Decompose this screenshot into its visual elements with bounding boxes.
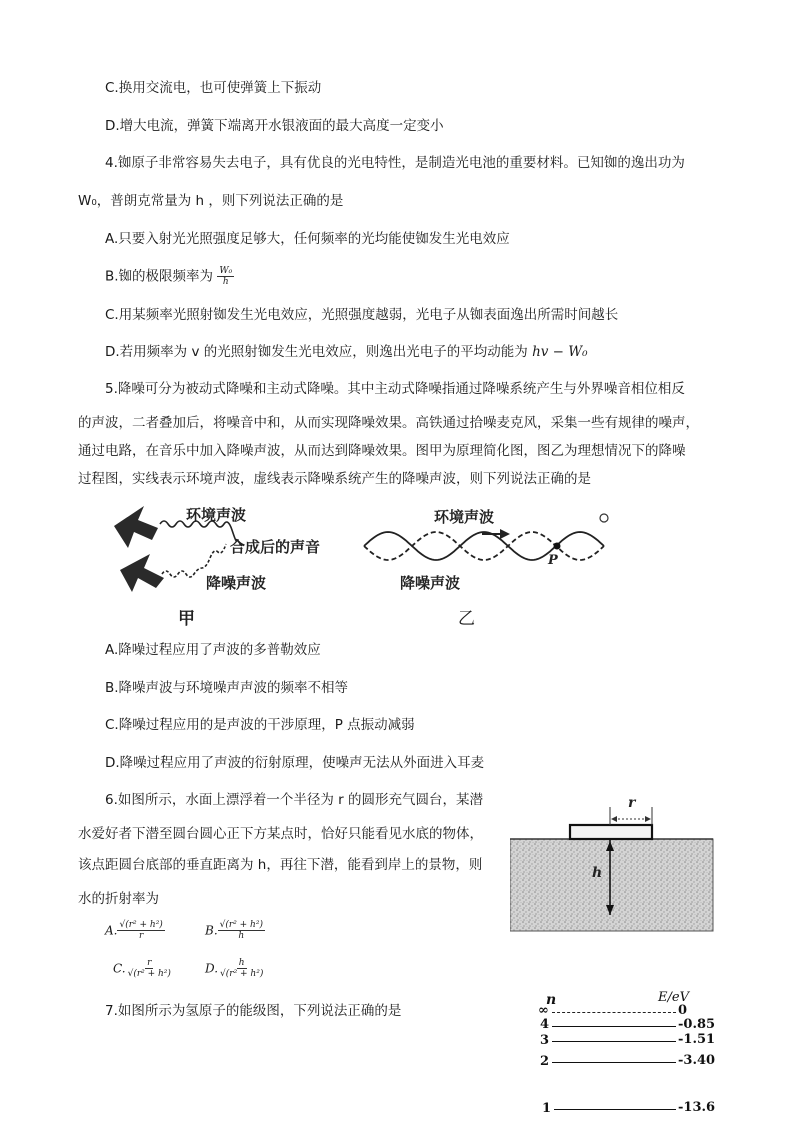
level-3-e: -1.51 <box>678 1032 716 1047</box>
r-arrow-right-icon <box>645 816 651 822</box>
q5-stem-line3: 通过电路，在音乐中加入降噪声波，从而达到降噪效果。图甲为原理简化图，图乙为理想情况下的降噪 <box>78 443 686 459</box>
q6-h-label: h <box>592 865 603 881</box>
level-inf-n: ∞ <box>538 1003 549 1018</box>
q4-option-b-fraction: $\frac{\text{W₀}}{h}$ <box>219 266 233 287</box>
level-1-e: -13.6 <box>678 1100 716 1115</box>
q6-stem-line2: 水爱好者下潜至圆台圆心正下方某点时，恰好只能看见水底的物体， <box>78 826 483 842</box>
q5-option-c: C.降噪过程应用的是声波的干涉原理，P 点振动减弱 <box>105 717 415 733</box>
level-1-n: 1 <box>542 1101 552 1116</box>
q4-stem-line2: W₀，普朗克常量为 h ，则下列说法正确的是 <box>78 193 344 209</box>
q7-stem: 7.如图所示为氢原子的能级图，下列说法正确的是 <box>105 1003 402 1019</box>
q4-option-d-expression: hv − W₀ <box>532 344 588 360</box>
q4-stem-line1: 4.铷原子非常容易失去电子，具有优良的光电特性，是制造光电池的重要材料。已知铷的逸出功为 <box>105 155 685 171</box>
q6-option-b: B. $\frac{\text{√(r² + h²)}}{h}$ <box>205 920 263 941</box>
q5-stem-line1: 5.降噪可分为被动式降噪和主动式降噪。其中主动式降噪指通过降噪系统产生与外界噪音相位相反 <box>105 381 685 397</box>
yi-env-wave-label: 环境声波 <box>434 508 495 526</box>
q4-option-b <box>105 266 234 287</box>
q6-stem-line1: 6.如图所示，水面上漂浮着一个半径为 r 的圆形充气圆台，某潜 <box>105 792 484 808</box>
r-arrow-left-icon <box>611 816 617 822</box>
propagation-arrow-icon <box>500 529 510 539</box>
n-header: n <box>546 992 557 1008</box>
q5-option-b: B.降噪声波与环境噪声声波的频率不相等 <box>105 680 349 696</box>
q5-option-a: A.降噪过程应用了声波的多普勒效应 <box>105 642 321 658</box>
level-1-line <box>554 1109 676 1110</box>
jia-caption: 甲 <box>178 609 195 629</box>
level-2-e: -3.40 <box>678 1053 716 1068</box>
speaker-arrow-top-icon <box>114 506 158 548</box>
level-inf-e: 0 <box>678 1003 688 1018</box>
water-body <box>510 839 713 931</box>
figure-yi <box>360 500 620 630</box>
jia-anti-noise-label: 降噪声波 <box>206 574 267 592</box>
jia-env-wave-label: 环境声波 <box>186 506 247 524</box>
q6-option-a: A. $\frac{\text{√(r² + h²)}}{r}$ <box>105 920 163 941</box>
yi-anti-noise-label: 降噪声波 <box>400 574 461 592</box>
level-2-n: 2 <box>540 1054 550 1069</box>
level-3-line <box>552 1041 676 1042</box>
speaker-arrow-bottom-icon <box>120 554 164 592</box>
yi-caption: 乙 <box>458 609 475 629</box>
q4-option-c: C.用某频率光照射铷发生光电效应，光照强度越弱，光电子从铷表面逸出所需时间越长 <box>105 307 619 323</box>
floating-platform <box>570 825 652 839</box>
energy-level-diagram <box>530 988 730 1118</box>
q5-stem-line4: 过程图，实线表示环境声波，虚线表示降噪系统产生的降噪声波，则下列说法正确的是 <box>78 471 591 487</box>
q4-option-b-text: B.铷的极限频率为 <box>105 268 214 285</box>
q6-option-c: C. $\frac{r}{\text{√(r² + h²)}}$ <box>113 958 171 979</box>
q4-option-d <box>105 343 588 361</box>
q4-option-a: A.只要入射光光照强度足够大，任何频率的光均能使铷发生光电效应 <box>105 231 510 247</box>
level-4-line <box>552 1026 676 1027</box>
level-2-line <box>552 1062 676 1063</box>
q6-stem-line3: 该点距圆台底部的垂直距离为 h，再往下潜，能看到岸上的景物，则 <box>78 857 483 873</box>
q5-option-d: D.降噪过程应用了声波的衍射原理，使噪声无法从外面进入耳麦 <box>105 755 485 771</box>
level-inf-line <box>552 1012 676 1013</box>
figure-jia <box>110 498 360 628</box>
q5-stem-line2: 的声波，二者叠加后，将噪音中和，从而实现降噪效果。高铁通过拾噪麦克风，采集一些有规律的噪声， <box>78 415 699 431</box>
level-4-e: -0.85 <box>678 1017 716 1032</box>
q6-stem-line4: 水的折射率为 <box>78 891 159 907</box>
figure-q6 <box>510 795 715 933</box>
level-3-n: 3 <box>540 1033 550 1048</box>
level-4-n: 4 <box>540 1017 550 1032</box>
point-p-marker <box>554 543 561 550</box>
q6-option-d: D. $\frac{h}{\text{√(r² + h²)}}$ <box>205 958 264 979</box>
e-header: E/eV <box>658 990 689 1005</box>
q6-r-label: r <box>628 795 636 811</box>
figure-q6-drawing <box>510 795 715 933</box>
small-circle-mark <box>600 514 608 522</box>
q4-option-d-text: D.若用频率为 v 的光照射铷发生光电效应，则逸出光电子的平均动能为 <box>105 344 528 360</box>
q3-option-d: D.增大电流，弹簧下端离开水银液面的最大高度一定变小 <box>105 118 444 134</box>
q3-option-c: C.换用交流电，也可使弹簧上下振动 <box>105 80 322 96</box>
jia-combined-label: 合成后的声音 <box>230 538 321 556</box>
yi-point-p-label: P <box>548 553 558 568</box>
